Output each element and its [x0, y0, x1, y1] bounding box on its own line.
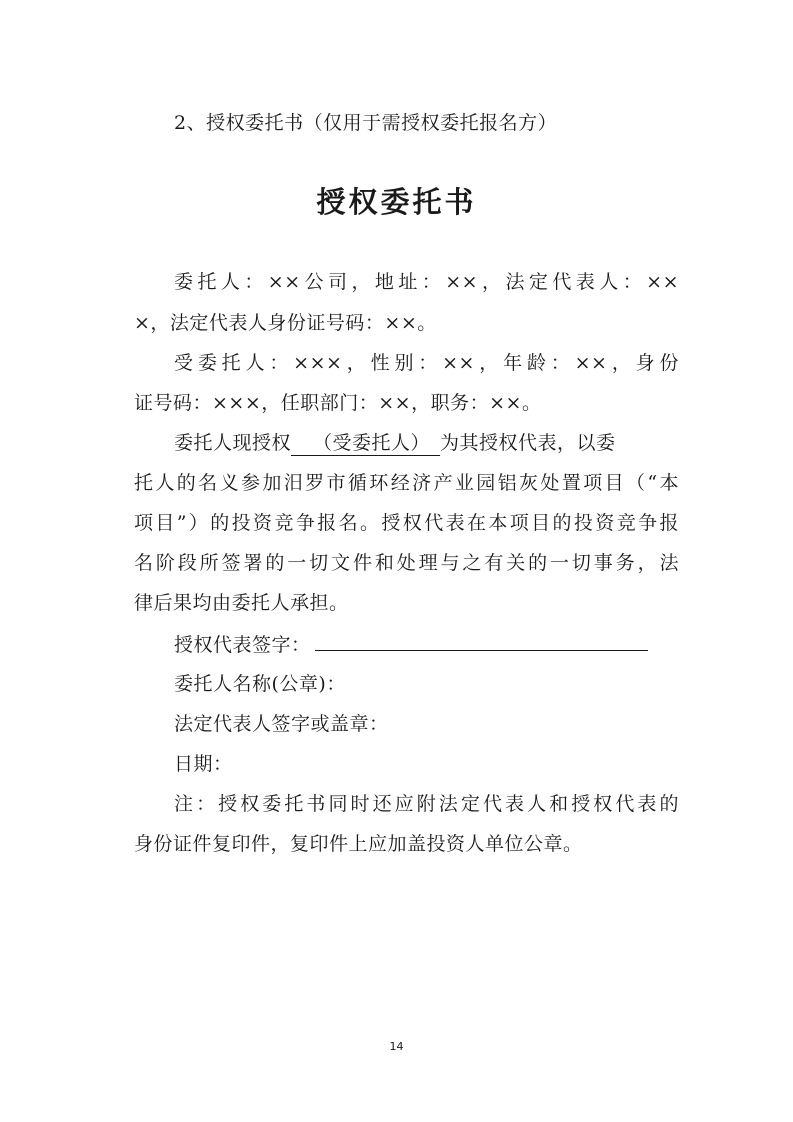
- page-number: 14: [389, 1040, 404, 1053]
- authorization-line-5: 律后果均由委托人承担。: [134, 592, 349, 614]
- section-heading: 2、授权委托书（仅用于需授权委托报名方）: [174, 112, 558, 134]
- date-label: 日期：: [174, 753, 233, 775]
- authorization-suffix: 为其授权代表，以委: [440, 432, 616, 454]
- authorization-line-4: 名阶段所签署的一切文件和处理与之有关的一切事务，法: [134, 552, 679, 574]
- principal-line-2: ×，法定代表人身份证号码：××。: [134, 312, 437, 334]
- note-line-2: 身份证件复印件，复印件上应加盖投资人单位公章。: [134, 833, 583, 855]
- agent-line-2: 证号码：×××，任职部门：××，职务：××。: [134, 392, 542, 414]
- agent-signature-label: 授权代表签字：: [174, 634, 311, 656]
- authorization-prefix: 委托人现授权: [174, 432, 292, 454]
- agent-placeholder: （受委托人）: [291, 431, 440, 456]
- principal-line-1: 委托人：××公司，地址：××，法定代表人：××: [174, 271, 679, 293]
- document-title: 授权委托书: [316, 185, 477, 219]
- agent-line-1: 受委托人：×××，性别：××，年龄：××，身份: [174, 352, 679, 374]
- principal-name-label: 委托人名称(公章)：: [174, 673, 346, 695]
- authorization-line-1: [174, 431, 679, 456]
- legal-rep-signature-label: 法定代表人签字或盖章：: [174, 713, 389, 735]
- agent-signature-row: [174, 631, 679, 657]
- authorization-line-3: 项目”）的投资竞争报名。授权代表在本项目的投资竞争报: [134, 512, 679, 534]
- agent-signature-blank[interactable]: [315, 631, 648, 651]
- note-line-1: 注：授权委托书同时还应附法定代表人和授权代表的: [174, 793, 679, 815]
- authorization-line-2: 托人的名义参加汨罗市循环经济产业园铝灰处置项目（“本: [134, 472, 679, 494]
